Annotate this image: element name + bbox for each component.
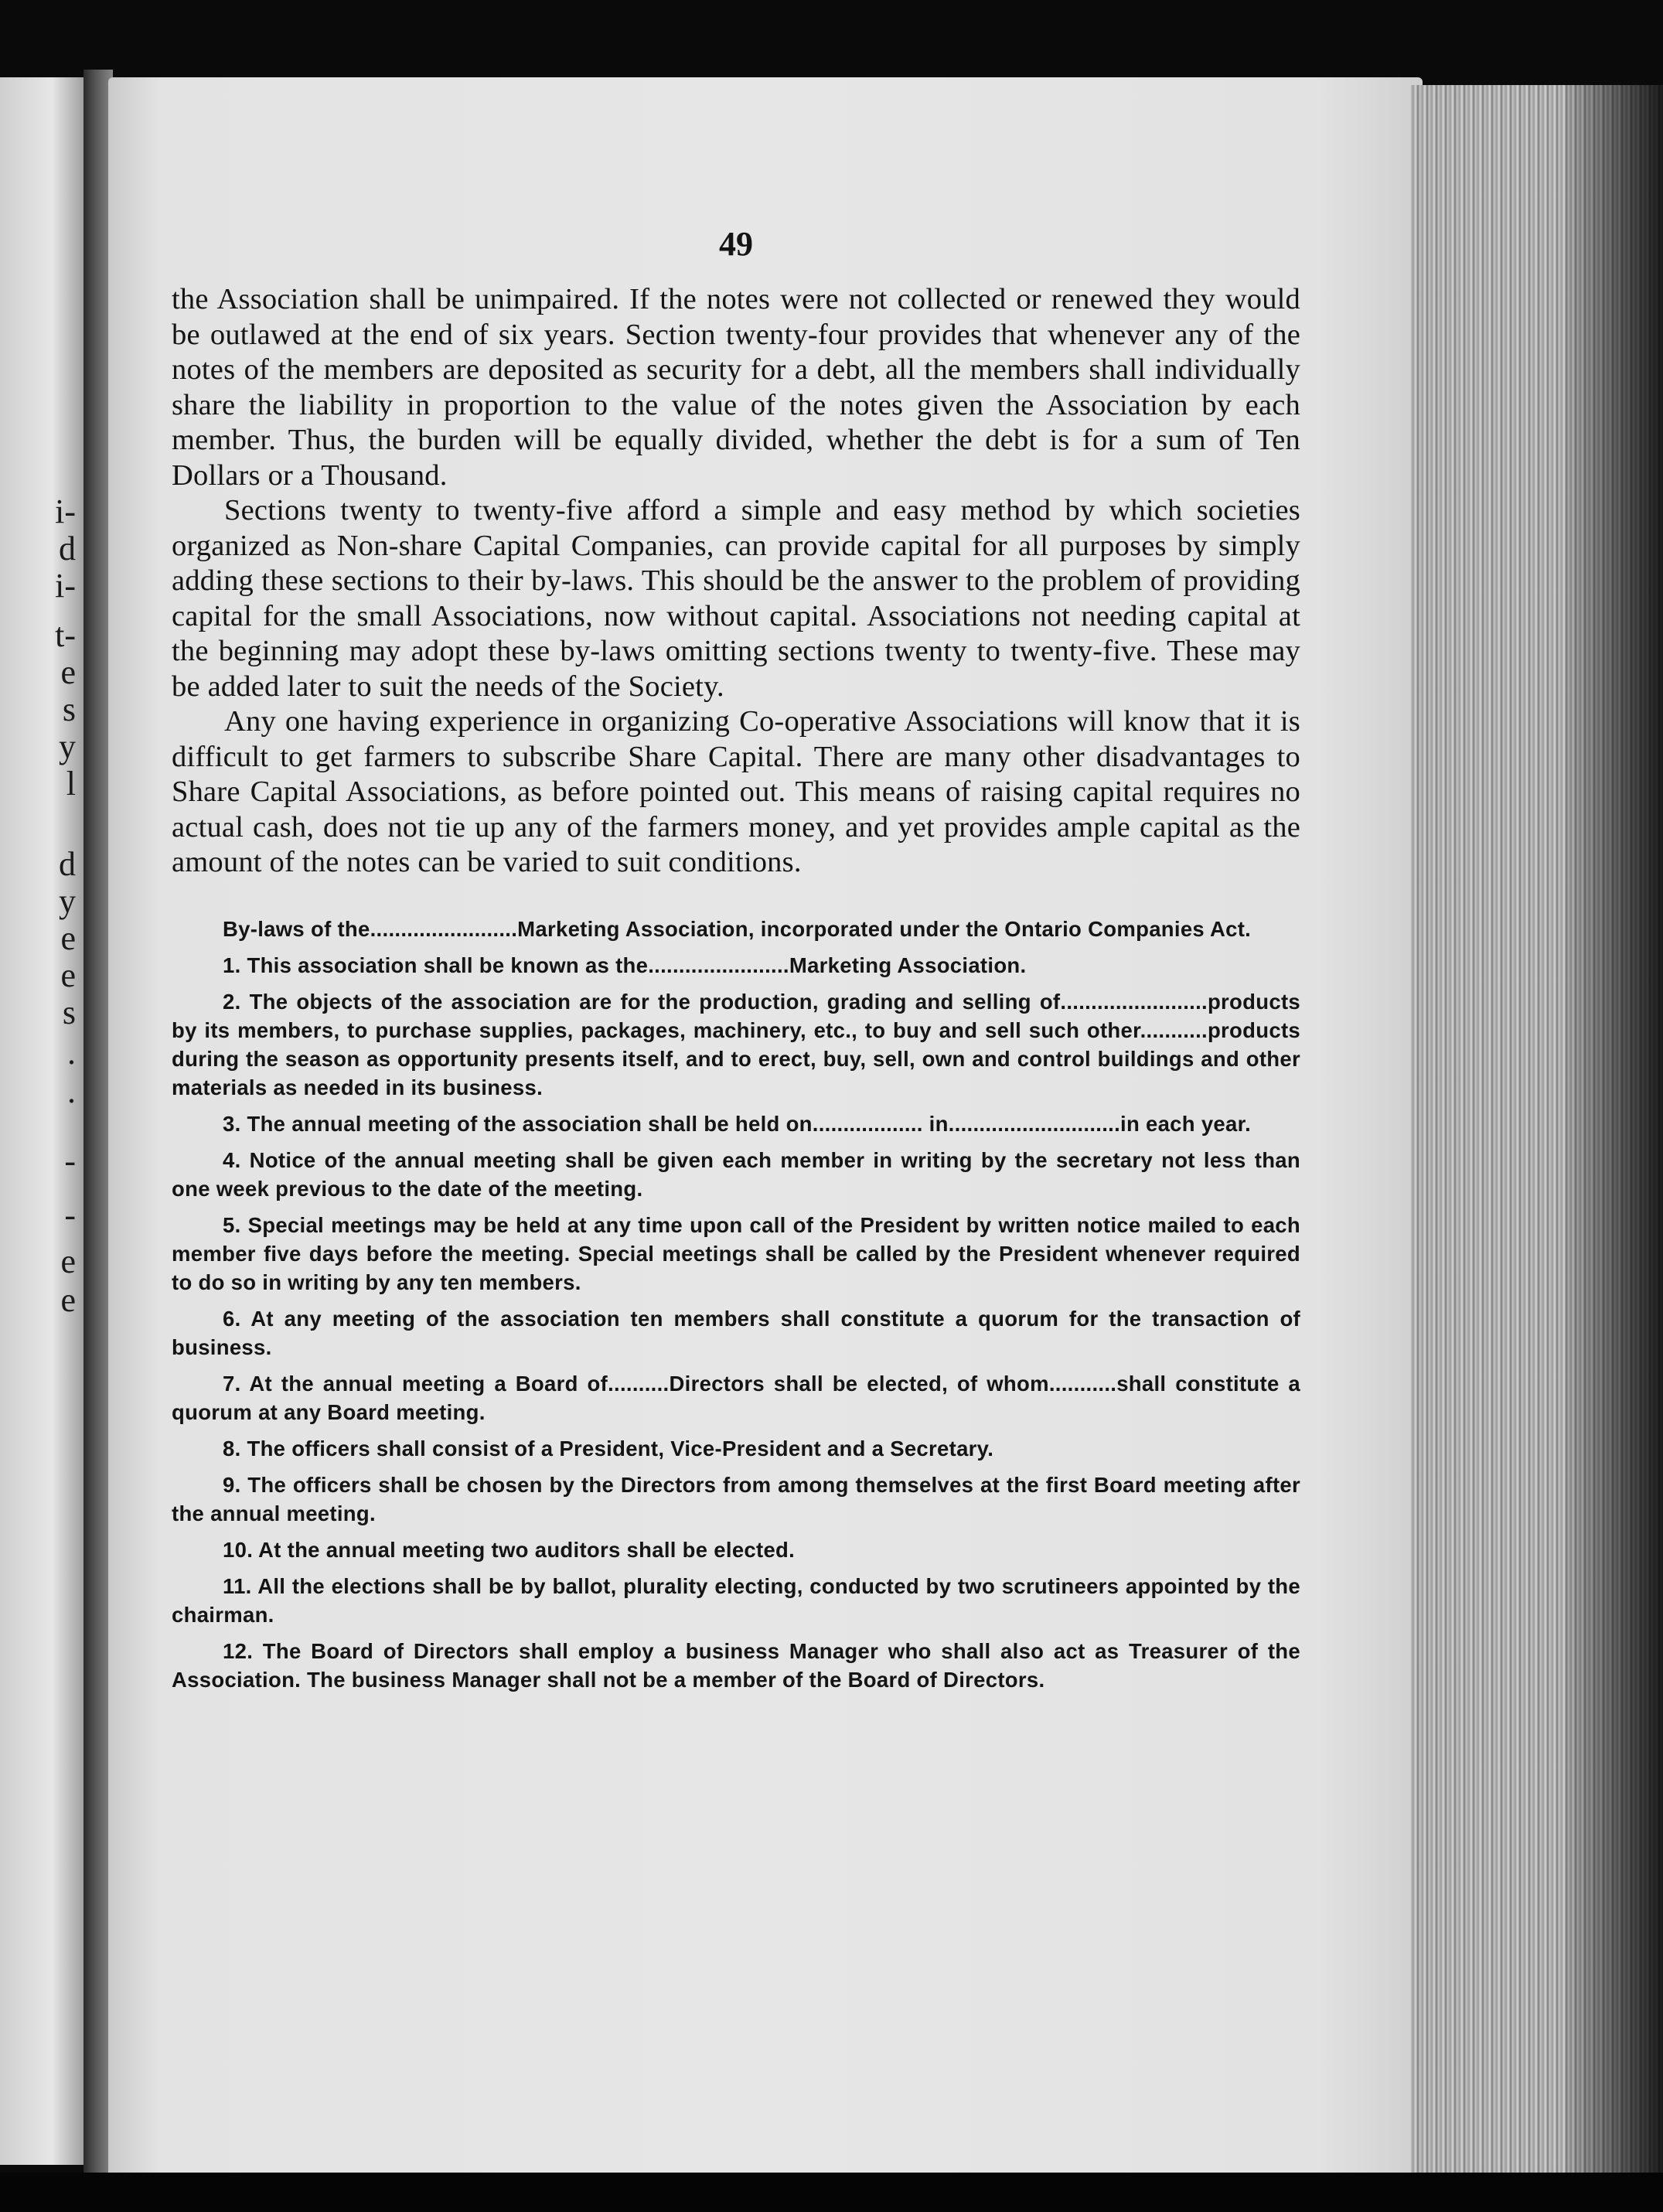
margin-fragment: d [59, 530, 76, 567]
bylaw-item: 9. The officers shall be chosen by the Directors from among themselves at the first Board meeting after the annual meeting. [172, 1472, 1300, 1525]
bylaw-item: 11. All the elections shall be by ballot, plurality electing, conducted by two scrutineers appointed by the chairman. [172, 1573, 1300, 1627]
page-text-block [172, 162, 1300, 1702]
margin-fragment: e [60, 919, 76, 957]
margin-fragment: s [62, 994, 76, 1031]
bylaw-item: 3. The annual meeting of the association shall be held on.................. in............................in each year. [223, 1111, 1252, 1136]
bylaw-item: 4. Notice of the annual meeting shall be given each member in writing by the secretary not less than one week previous to the date of the meeting. [172, 1147, 1300, 1201]
margin-fragment: y [59, 882, 76, 920]
margin-fragment: . [67, 1034, 76, 1072]
page-stack-edge [1411, 85, 1663, 2180]
margin-fragment: e [60, 1281, 76, 1319]
margin-fragment: i- [55, 493, 76, 530]
body-paragraph: Sections twenty to twenty-five afford a simple and easy method by which societies organized as Non-share Capital Companies, can provide capital for all purposes by simply adding these sections to their by-laws. This should be the answer to the problem of providing capital for the small Associations, now without capital. Associations not needing capital at the beginning may adopt these by-laws omitting sections twenty to twenty-five. These may be added later to suit the needs of the Society. [172, 494, 1300, 703]
left-facing-page-edge [0, 77, 87, 2165]
margin-fragment: d [59, 845, 76, 883]
page-stack-shadow [1566, 85, 1663, 2180]
bylaw-item: 10. At the annual meeting two auditors shall be elected. [223, 1537, 796, 1562]
bylaw-item: 12. The Board of Directors shall employ a business Manager who shall also act as Treasurer of the Association. The business Manager shall not be a member of the Board of Directors. [172, 1638, 1300, 1692]
page-number: 49 [719, 225, 753, 263]
margin-fragment: l [66, 765, 76, 803]
margin-fragment: e [60, 653, 76, 691]
bylaw-item: 5. Special meetings may be held at any time upon call of the President by written notice mailed to each member five days before the meeting. Special meetings shall be called by the President whenever required to do so in writing by any ten members. [172, 1212, 1300, 1294]
margin-fragment: e [60, 1242, 76, 1280]
bylaw-item: 1. This association shall be known as the.......................Marketing Association. [223, 953, 1027, 977]
body-paragraph: Any one having experience in organizing Co-operative Associations will know that it is difficult to get farmers to subscribe Share Capital. There are many other disadvantages to Share Capital Associations, as before pointed out. This means of raising capital requires no actual cash, does not tie up any of the farmers money, and yet provides ample capital as the amount of the notes can be varied to suit conditions. [172, 705, 1300, 878]
scan-bottom-border [0, 2173, 1663, 2212]
body-paragraph: the Association shall be unimpaired. If the notes were not collected or renewed they would be outlawed at the end of six years. Section twenty-four provides that whenever any of the notes of the members are deposited as security for a debt, all the members shall individually share the liability in proportion to the value of the notes given the Association by each member. Thus, the burden will be equally divided, whether the debt is for a sum of Ten Dollars or a Thousand. [172, 283, 1300, 492]
margin-fragment: - [64, 1196, 76, 1234]
bylaw-item: 2. The objects of the association are for the production, grading and selling of........................products by its members, to purchase supplies, packages, machinery, etc., to buy and sell such other...........products during the season as opportunity presents itself, and to erect, buy, sell, own and control buildings and other materials as needed in its business. [172, 989, 1300, 1099]
bylaws-section [172, 915, 1300, 1694]
margin-fragment: i- [55, 567, 76, 605]
bylaw-item: 7. At the annual meeting a Board of..........Directors shall be elected, of whom...........shall constitute a quorum at any Board meeting. [172, 1371, 1300, 1424]
margin-fragment: - [64, 1142, 76, 1180]
margin-fragment: y [59, 728, 76, 765]
margin-fragment: . [67, 1072, 76, 1110]
margin-fragment: e [60, 956, 76, 994]
margin-fragment: t- [55, 616, 76, 654]
bylaw-item: 8. The officers shall consist of a President, Vice-President and a Secretary. [223, 1436, 994, 1460]
margin-fragment: s [62, 690, 76, 728]
bylaw-item: 6. At any meeting of the association ten members shall constitute a quorum for the transaction of business. [172, 1306, 1300, 1359]
bylaws-heading: By-laws of the........................Marketing Association, incorporated under the Ontario Companies Act. [223, 916, 1252, 941]
